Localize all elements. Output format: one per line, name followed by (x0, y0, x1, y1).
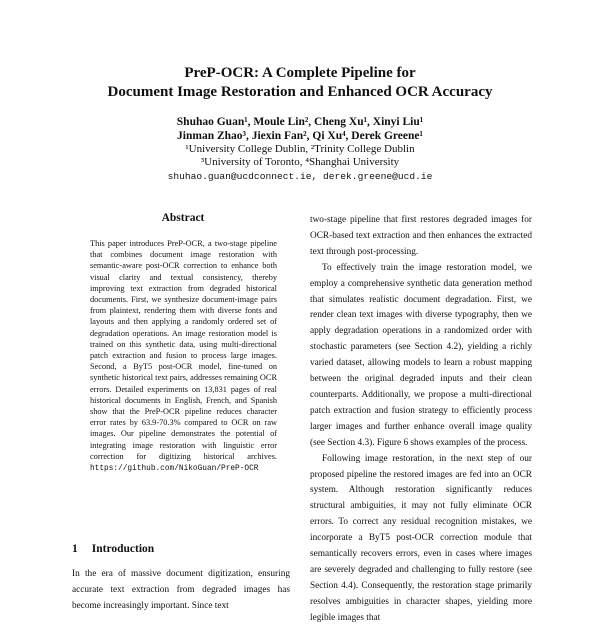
abstract-body (90, 238, 277, 475)
abstract-heading: Abstract (161, 212, 205, 224)
section-heading (72, 543, 168, 555)
title-line-2: Document Image Restoration and Enhanced OCR Accuracy (107, 84, 493, 100)
paper-title (60, 64, 540, 102)
right-paragraph-2: To effectively train the image restoration model, we employ a comprehensive synthetic data generation method that simulates realistic document degradation. First, we render clean text images with diverse typography, then we apply degradation operations in a randomized order with stochastic parameters (see Section 4.2), yielding a richly varied dataset, allowing models to learn a robust mapping between the original degraded inputs and their clean counterparts. Additionally, we propose a multi-directional patch extraction and fusion strategy to efficiently process larger images and further enhance overall image quality (see Section 4.3). Figure 6 shows examples of the process. (310, 262, 532, 448)
abstract-url: https://github.com/NikoGuan/PreP-OCR (90, 465, 259, 474)
affiliations (60, 143, 540, 169)
affiliation-line-1: ¹University College Dublin, ²Trinity College Dublin (185, 143, 415, 155)
author-emails: shuhao.guan@ucdconnect.ie, derek.greene@ucd.ie (167, 171, 433, 182)
affiliation-line-2: ³University of Toronto, ⁴Shanghai University (200, 156, 400, 168)
right-paragraph-1: two-stage pipeline that first restores degraded images for OCR-based text extraction and then enhances the extracted text through post-processing. (310, 215, 532, 257)
title-line-1: PreP-OCR: A Complete Pipeline for (184, 65, 416, 81)
right-column (310, 213, 532, 627)
abstract-text: This paper introduces PreP-OCR, a two-stage pipeline that combines document image restoration with semantic-aware post-OCR correction to enhance both visual clarity and textual consistency, thereby improving text extraction from degraded historical documents. First, we synthesize document-image pairs from plaintext, rendering them with diverse fonts and layouts and then applying a randomly ordered set of degradation operations. An image restoration model is trained on this synthetic data, using multi-directional patch extraction and fusion to process large images. Second, a ByT5 post-OCR model, fine-tuned on synthetic historical text pairs, addresses remaining OCR errors. Detailed experiments on 13,831 pages of real historical documents in English, French, and Spanish show that the PreP-OCR pipeline reduces character error rates by 63.9-70.3% compared to OCR on raw images. Our pipeline demonstrates the potential of integrating image restoration with linguistic error correction for digitizing historical archives. (90, 239, 277, 461)
section-title: Introduction (91, 543, 155, 555)
author-list (60, 115, 540, 143)
right-paragraph-3: Following image restoration, in the next step of our proposed pipeline the restored images are fed into an OCR system. Although restoration significantly reduces structural ambiguities, it may not fully eliminate OCR errors. To correct any residual recognition mistakes, we incorporate a ByT5 post-OCR correction module that semantically recovers errors, even in cases where images are severely degraded and challenging to fully restore (see Section 4.4). Consequently, the restoration stage primarily resolves ambiguities in character shapes, yielding more legible images that (310, 453, 532, 623)
authors-line-1: Shuhao Guan¹, Moule Lin², Cheng Xu¹, Xinyi Liu¹ (176, 116, 424, 128)
authors-line-2: Jinman Zhao³, Jiexin Fan², Qi Xu⁴, Derek Greene¹ (177, 130, 423, 142)
section-number: 1 (72, 543, 78, 555)
introduction-text: In the era of massive document digitization, ensuring accurate text extraction from degraded images has become increasingly important. Since text (72, 569, 290, 611)
